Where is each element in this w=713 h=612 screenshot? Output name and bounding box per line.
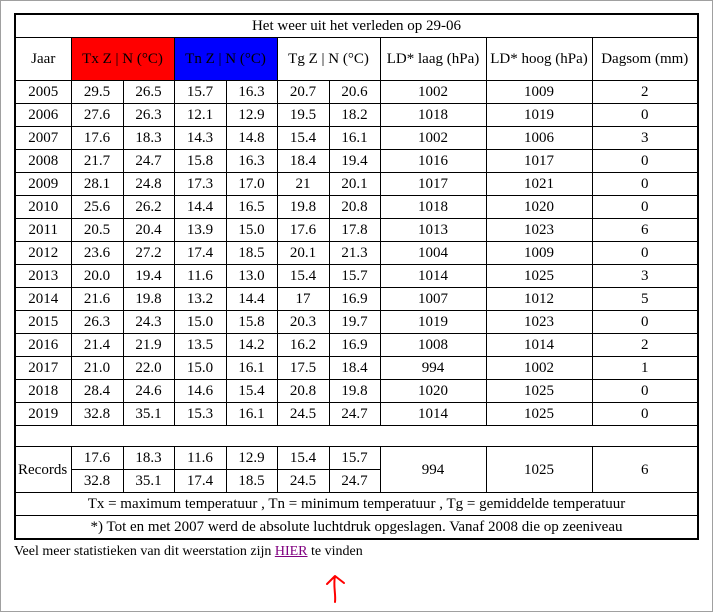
table-cell: 20.1 — [277, 242, 329, 265]
table-row — [15, 288, 698, 311]
footer-after: te vinden — [307, 544, 363, 559]
table-cell: 1007 — [380, 288, 486, 311]
table-cell: 20.8 — [277, 380, 329, 403]
hier-link[interactable]: HIER — [274, 544, 308, 559]
table-cell: 18.4 — [277, 150, 329, 173]
records-min-cell: 15.7 — [329, 447, 380, 470]
table-row — [15, 150, 698, 173]
table-cell: 1014 — [380, 265, 486, 288]
table-cell: 2 — [592, 81, 698, 104]
table-cell: 6 — [592, 219, 698, 242]
table-cell: 2008 — [15, 150, 71, 173]
table-cell: 0 — [592, 173, 698, 196]
table-cell: 2015 — [15, 311, 71, 334]
table-cell: 1017 — [486, 150, 592, 173]
table-cell: 32.8 — [71, 403, 123, 426]
table-cell: 16.2 — [277, 334, 329, 357]
records-max-cell: 17.4 — [174, 470, 226, 493]
table-cell: 16.5 — [226, 196, 277, 219]
table-cell: 24.5 — [277, 403, 329, 426]
table-cell: 17.0 — [226, 173, 277, 196]
footer-before: Veel meer statistieken van dit weerstation zijn — [14, 544, 275, 559]
table-cell: 21.7 — [71, 150, 123, 173]
note-text: *) Tot en met 2007 werd de absolute luchtdruk opgeslagen. Vanaf 2008 die op zeeniveau — [15, 516, 698, 540]
table-cell: 2011 — [15, 219, 71, 242]
table-cell: 20.0 — [71, 265, 123, 288]
legend-text: Tx = maximum temperatuur , Tn = minimum temperatuur , Tg = gemiddelde temperatuur — [15, 493, 698, 516]
table-cell: 13.0 — [226, 265, 277, 288]
table-cell: 16.1 — [226, 357, 277, 380]
table-cell: 1012 — [486, 288, 592, 311]
table-cell: 14.2 — [226, 334, 277, 357]
table-cell: 3 — [592, 265, 698, 288]
table-cell: 15.0 — [174, 311, 226, 334]
table-cell: 24.7 — [123, 150, 174, 173]
table-row — [15, 196, 698, 219]
table-cell: 16.3 — [226, 150, 277, 173]
table-cell: 20.5 — [71, 219, 123, 242]
table-cell: 2010 — [15, 196, 71, 219]
records-min-cell: 15.4 — [277, 447, 329, 470]
table-cell: 21.9 — [123, 334, 174, 357]
table-cell: 28.1 — [71, 173, 123, 196]
table-cell: 21.6 — [71, 288, 123, 311]
table-cell: 1025 — [486, 403, 592, 426]
table-cell: 19.8 — [277, 196, 329, 219]
red-arrow-icon — [320, 572, 350, 604]
table-cell: 3 — [592, 127, 698, 150]
table-cell: 1017 — [380, 173, 486, 196]
table-cell: 17.8 — [329, 219, 380, 242]
table-cell: 21.3 — [329, 242, 380, 265]
table-cell: 1021 — [486, 173, 592, 196]
table-cell: 15.4 — [277, 127, 329, 150]
table-cell: 1018 — [380, 196, 486, 219]
records-min-cell: 12.9 — [226, 447, 277, 470]
header-tn: Tn Z | N (°C) — [174, 38, 277, 81]
table-cell: 21.0 — [71, 357, 123, 380]
table-row — [15, 334, 698, 357]
table-cell: 26.3 — [123, 104, 174, 127]
table-cell: 24.7 — [329, 403, 380, 426]
table-cell: 18.5 — [226, 242, 277, 265]
note-row — [15, 516, 698, 540]
footer-text — [14, 544, 363, 560]
table-cell: 2017 — [15, 357, 71, 380]
table-cell: 1020 — [380, 380, 486, 403]
table-cell: 1014 — [380, 403, 486, 426]
table-cell: 15.0 — [174, 357, 226, 380]
table-cell: 2019 — [15, 403, 71, 426]
table-cell: 17.6 — [71, 127, 123, 150]
header-tg: Tg Z | N (°C) — [277, 38, 380, 81]
spacer-cell — [15, 426, 698, 447]
table-cell: 15.4 — [277, 265, 329, 288]
table-cell: 15.8 — [226, 311, 277, 334]
table-cell: 18.4 — [329, 357, 380, 380]
table-cell: 0 — [592, 150, 698, 173]
table-cell: 2016 — [15, 334, 71, 357]
table-cell: 1009 — [486, 242, 592, 265]
table-cell: 1002 — [486, 357, 592, 380]
table-cell: 2 — [592, 334, 698, 357]
table-cell: 16.1 — [329, 127, 380, 150]
table-row — [15, 380, 698, 403]
records-max-cell: 35.1 — [123, 470, 174, 493]
table-cell: 23.6 — [71, 242, 123, 265]
records-max-cell: 18.5 — [226, 470, 277, 493]
records-ld-high: 1025 — [486, 447, 592, 493]
table-cell: 17.3 — [174, 173, 226, 196]
header-dagsom: Dagsom (mm) — [592, 38, 698, 81]
table-cell: 22.0 — [123, 357, 174, 380]
table-cell: 27.2 — [123, 242, 174, 265]
table-cell: 13.9 — [174, 219, 226, 242]
table-cell: 1025 — [486, 380, 592, 403]
table-cell: 19.4 — [329, 150, 380, 173]
table-cell: 1002 — [380, 81, 486, 104]
table-cell: 21 — [277, 173, 329, 196]
table-cell: 1 — [592, 357, 698, 380]
table-cell: 1009 — [486, 81, 592, 104]
table-cell: 15.8 — [174, 150, 226, 173]
table-cell: 1023 — [486, 311, 592, 334]
table-cell: 15.0 — [226, 219, 277, 242]
table-cell: 13.2 — [174, 288, 226, 311]
records-min-cell: 18.3 — [123, 447, 174, 470]
records-dagsom: 6 — [592, 447, 698, 493]
table-cell: 20.6 — [329, 81, 380, 104]
table-cell: 1018 — [380, 104, 486, 127]
table-cell: 14.4 — [174, 196, 226, 219]
table-cell: 14.6 — [174, 380, 226, 403]
table-cell: 26.2 — [123, 196, 174, 219]
table-cell: 1002 — [380, 127, 486, 150]
table-cell: 14.4 — [226, 288, 277, 311]
table-cell: 5 — [592, 288, 698, 311]
table-cell: 1013 — [380, 219, 486, 242]
table-row — [15, 219, 698, 242]
table-cell: 0 — [592, 311, 698, 334]
records-min-cell: 17.6 — [71, 447, 123, 470]
records-max-cell: 24.5 — [277, 470, 329, 493]
records-max-cell: 32.8 — [71, 470, 123, 493]
table-cell: 1008 — [380, 334, 486, 357]
table-cell: 24.8 — [123, 173, 174, 196]
table-cell: 15.4 — [226, 380, 277, 403]
table-cell: 20.4 — [123, 219, 174, 242]
table-cell: 27.6 — [71, 104, 123, 127]
table-row — [15, 242, 698, 265]
table-cell: 19.8 — [123, 288, 174, 311]
table-cell: 2012 — [15, 242, 71, 265]
table-cell: 1025 — [486, 265, 592, 288]
table-cell: 2007 — [15, 127, 71, 150]
table-cell: 17.4 — [174, 242, 226, 265]
table-cell: 0 — [592, 196, 698, 219]
table-cell: 12.9 — [226, 104, 277, 127]
table-cell: 1016 — [380, 150, 486, 173]
records-max-cell: 24.7 — [329, 470, 380, 493]
table-cell: 0 — [592, 380, 698, 403]
table-cell: 1014 — [486, 334, 592, 357]
table-cell: 2013 — [15, 265, 71, 288]
table-cell: 17 — [277, 288, 329, 311]
weather-history-table — [14, 13, 699, 540]
table-cell: 1019 — [380, 311, 486, 334]
table-cell: 0 — [592, 242, 698, 265]
table-row — [15, 173, 698, 196]
table-cell: 994 — [380, 357, 486, 380]
table-cell: 15.7 — [174, 81, 226, 104]
table-cell: 16.3 — [226, 81, 277, 104]
table-cell: 1020 — [486, 196, 592, 219]
header-tx: Tx Z | N (°C) — [71, 38, 174, 81]
header-ld-high: LD* hoog (hPa) — [486, 38, 592, 81]
table-cell: 17.6 — [277, 219, 329, 242]
table-cell: 20.1 — [329, 173, 380, 196]
table-cell: 16.9 — [329, 334, 380, 357]
table-cell: 19.7 — [329, 311, 380, 334]
table-cell: 13.5 — [174, 334, 226, 357]
table-cell: 17.5 — [277, 357, 329, 380]
table-row — [15, 403, 698, 426]
table-cell: 16.9 — [329, 288, 380, 311]
table-cell: 18.3 — [123, 127, 174, 150]
table-cell: 15.3 — [174, 403, 226, 426]
table-row — [15, 127, 698, 150]
table-cell: 26.5 — [123, 81, 174, 104]
table-cell: 1019 — [486, 104, 592, 127]
table-cell: 2009 — [15, 173, 71, 196]
table-row — [15, 81, 698, 104]
table-cell: 19.8 — [329, 380, 380, 403]
table-cell: 21.4 — [71, 334, 123, 357]
records-min-cell: 11.6 — [174, 447, 226, 470]
header-ld-low: LD* laag (hPa) — [380, 38, 486, 81]
table-cell: 11.6 — [174, 265, 226, 288]
table-cell: 19.5 — [277, 104, 329, 127]
table-cell: 24.6 — [123, 380, 174, 403]
table-cell: 25.6 — [71, 196, 123, 219]
records-row-min — [15, 447, 698, 470]
table-cell: 18.2 — [329, 104, 380, 127]
table-cell: 12.1 — [174, 104, 226, 127]
table-cell: 2005 — [15, 81, 71, 104]
table-cell: 19.4 — [123, 265, 174, 288]
legend-row — [15, 493, 698, 516]
table-cell: 1006 — [486, 127, 592, 150]
table-row — [15, 311, 698, 334]
table-row — [15, 104, 698, 127]
table-row — [15, 357, 698, 380]
table-cell: 2014 — [15, 288, 71, 311]
table-cell: 15.7 — [329, 265, 380, 288]
records-label: Records — [15, 447, 71, 493]
table-cell: 28.4 — [71, 380, 123, 403]
table-cell: 14.3 — [174, 127, 226, 150]
header-year: Jaar — [15, 38, 71, 81]
table-cell: 1004 — [380, 242, 486, 265]
table-cell: 20.3 — [277, 311, 329, 334]
table-cell: 24.3 — [123, 311, 174, 334]
table-cell: 0 — [592, 104, 698, 127]
table-cell: 20.7 — [277, 81, 329, 104]
table-cell: 2006 — [15, 104, 71, 127]
table-cell: 16.1 — [226, 403, 277, 426]
table-cell: 0 — [592, 403, 698, 426]
table-cell: 26.3 — [71, 311, 123, 334]
spacer-row — [15, 426, 698, 447]
table-cell: 14.8 — [226, 127, 277, 150]
table-row — [15, 265, 698, 288]
table-cell: 1023 — [486, 219, 592, 242]
table-title: Het weer uit het verleden op 29-06 — [15, 14, 698, 38]
table-cell: 29.5 — [71, 81, 123, 104]
table-cell: 35.1 — [123, 403, 174, 426]
table-cell: 2018 — [15, 380, 71, 403]
records-ld-low: 994 — [380, 447, 486, 493]
table-cell: 20.8 — [329, 196, 380, 219]
